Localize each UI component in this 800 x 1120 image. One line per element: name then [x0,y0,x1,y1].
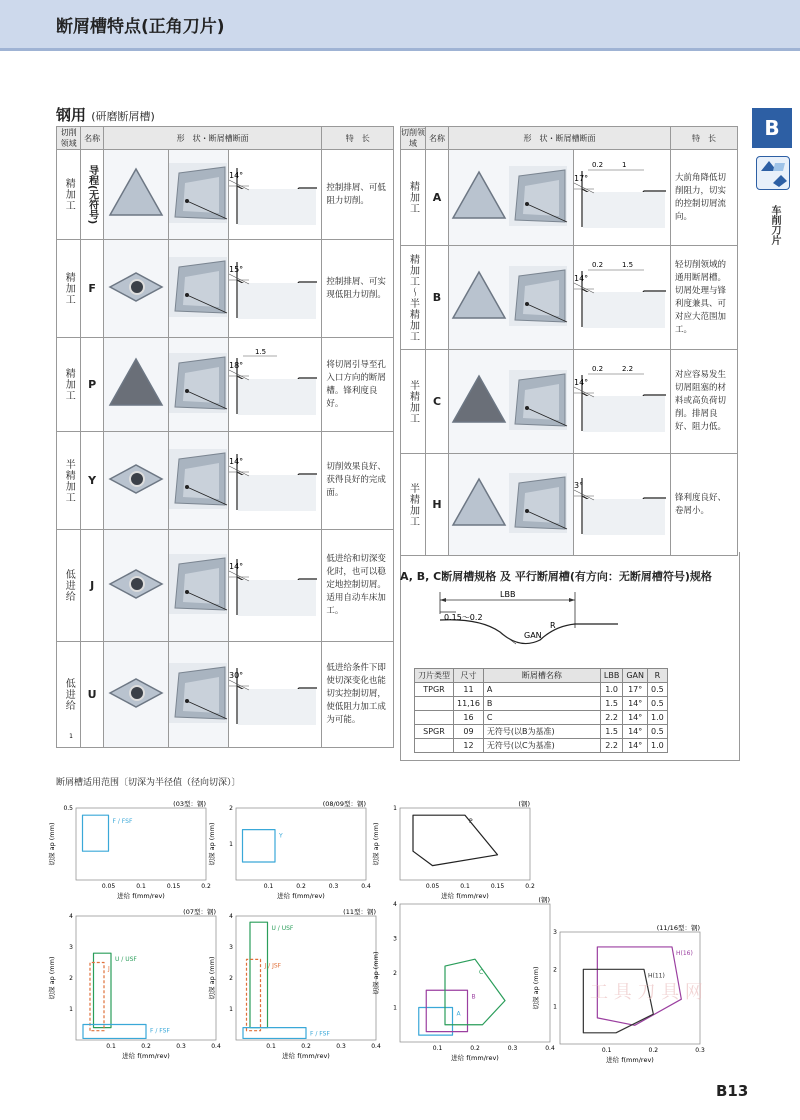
x-tick-label: 0.1 [460,883,470,890]
r-label: R [550,621,556,630]
insert-photo [106,663,166,723]
chipbreaker-name: P [81,338,104,432]
range-title: 断屑槽适用范围〔切深为半径值（径向切深）〕 [56,778,241,788]
y-tick-label: 1 [69,733,73,740]
feature-text: 控制排屑、可实现低阻力切削。 [322,240,394,338]
spec-cell-size: 16 [454,711,484,725]
closeup-cell [168,338,229,432]
closeup-cell [168,432,229,530]
x-tick-label: 0.2 [470,1045,480,1052]
left-chipbreaker-table [56,126,394,748]
x-tick-label: 0.05 [101,883,116,890]
feature-text: 低进给条件下即使切深变化也能切实控制切屑，使低阻力加工成为可能。 [322,642,394,748]
plot-frame [400,808,530,880]
spec-header: GAN [623,669,648,683]
chipbreaker-name: C [426,350,449,454]
insert-photo [449,266,509,326]
land-label: 0.2 [592,365,604,373]
width-label: 2.2 [622,365,634,373]
col-shape: 形 状・断屑槽断面 [449,127,671,150]
groove-profile-diagram [420,588,620,660]
insert-cell [449,150,574,246]
y-tick-label: 2 [393,970,397,977]
turning-insert-icon [756,156,790,190]
col-feature: 特 长 [671,127,738,150]
col-name: 名称 [426,127,449,150]
table-row [57,432,394,530]
series-label: H(11) [648,972,665,980]
table-row [57,530,394,642]
plot-frame [400,904,550,1042]
spec-cell-gan: 14° [623,725,648,739]
groove-section-diagram [574,161,670,231]
x-axis-label: 进给 f(mm/rev) [441,892,489,900]
spec-cell-gan: 14° [623,711,648,725]
range-region [90,963,104,1031]
series-label: F / FSF [112,818,133,826]
gan-label: GAN [524,631,542,640]
page-number: B13 [716,1082,749,1100]
spec-cell-gan: 14° [623,697,648,711]
col-name: 名称 [81,127,104,150]
table-row [401,246,738,350]
feature-text: 对应容易发生切屑阻塞的材料或高负荷切削。排屑良好、阻力低。 [671,350,738,454]
x-tick-label: 0.2 [525,883,535,890]
feature-text: 控制排屑、可低阻力切削。 [322,150,394,240]
section-title [56,104,155,125]
spec-cell-gan: 17° [623,683,648,697]
spec-header: R [648,669,668,683]
cutting-field: 精加工～半精加工 [401,246,426,350]
series-label: B [471,993,476,1001]
y-tick-label: 2 [229,975,233,982]
groove-section-diagram [229,549,321,619]
feature-text: 将切屑引导至孔入口方向的断屑槽。锋利度良好。 [322,338,394,432]
series-label: F / FSF [310,1030,330,1038]
watermark: 工 具 刀 具 网 [590,982,703,1003]
spec-cell-type [415,711,454,725]
cutting-field: 精加工 [57,150,81,240]
groove-section-diagram [229,348,321,418]
insert-cell [103,530,168,642]
insert-edge-closeup [509,266,567,326]
spec-cell-name: C [483,711,600,725]
plot-frame [76,808,206,880]
spec-row [415,697,668,711]
chart-title: (08/09型：钢) [322,800,366,808]
x-tick-label: 0.4 [545,1045,555,1052]
spec-cell-size: 09 [454,725,484,739]
spec-cell-lbb: 1.5 [600,697,622,711]
series-label: A [456,1010,461,1018]
spec-cell-r: 1.0 [648,739,668,753]
spec-cell-r: 1.0 [648,711,668,725]
y-tick-label: 3 [69,944,73,951]
cutting-field: 精加工 [57,240,81,338]
section-subtitle: (研磨断屑槽) [91,110,155,123]
section-cell [229,530,322,642]
groove-section-diagram [229,444,321,514]
x-tick-label: 0.1 [136,883,146,890]
rake-angle-label: 18° [229,361,244,370]
insert-photo [449,166,509,226]
side-category-label: 车削刀片 [769,205,780,245]
y-axis-label: 切深 ap (mm) [208,822,216,866]
insert-cell [449,246,574,350]
spec-header: 刀片类型 [415,669,454,683]
section-cell [229,240,322,338]
series-label: H(16) [676,949,693,957]
range-region [94,953,112,1027]
x-tick-label: 0.2 [648,1047,659,1054]
y-axis-label: 切深 ap (mm) [372,822,380,866]
insert-cell [103,432,168,530]
closeup-cell [168,530,229,642]
chart-title: (11型：钢) [343,908,376,916]
spec-header: LBB [600,669,622,683]
insert-photo [106,554,166,614]
series-label: U / USF [115,956,137,964]
section-cell [229,150,322,240]
width-label: 1 [622,161,627,169]
x-tick-label: 0.4 [361,883,371,890]
x-axis-label: 进给 f(mm/rev) [277,892,325,900]
y-tick-label: 4 [229,913,233,920]
y-tick-label: 2 [553,966,557,974]
groove-section-diagram [229,252,321,322]
chipbreaker-name: F [81,240,104,338]
chipbreaker-name: B [426,246,449,350]
insert-edge-closeup [509,473,567,533]
chipbreaker-name: U [81,642,104,748]
x-tick-label: 0.3 [507,1045,518,1052]
range-label: 0.15～0.2 [444,613,483,622]
feature-text: 锋利度良好、卷屑小。 [671,454,738,556]
series-label: J / JSF [264,962,282,970]
feature-text: 大前角降低切削阻力，切实的控制切屑流向。 [671,150,738,246]
y-tick-label: 1 [69,1006,73,1013]
series-label: U / USF [271,925,294,933]
col-shape: 形 状・断屑槽断面 [103,127,322,150]
chipbreaker-name: A [426,150,449,246]
x-axis-label: 进给 f(mm/rev) [282,1052,330,1060]
insert-photo [106,353,166,413]
spec-row [415,725,668,739]
x-tick-label: 0.1 [263,883,274,890]
rake-angle-label: 14° [574,378,589,387]
cutting-field: 半精加工 [401,454,426,556]
x-tick-label: 0.15 [490,883,505,890]
y-tick-label: 0.5 [63,805,73,812]
closeup-cell [168,150,229,240]
feature-text: 轻切削领域的通用断屑槽。切屑处理与锋利度兼具、可对应大范围加工。 [671,246,738,350]
y-tick-label: 2 [229,805,233,812]
insert-edge-closeup [509,166,567,226]
insert-cell [449,350,574,454]
groove-section-diagram [574,468,670,538]
y-tick-label: 1 [229,841,233,848]
table-row [57,338,394,432]
rake-angle-label: 14° [574,274,589,283]
lbb-label: LBB [500,590,516,599]
y-tick-label: 1 [553,1003,557,1011]
chart-title: (03型：钢) [173,800,206,808]
insert-cell [103,240,168,338]
spec-cell-r: 0.5 [648,725,668,739]
x-tick-label: 0.2 [141,1043,151,1050]
insert-photo [106,257,166,317]
y-tick-label: 1 [229,1006,233,1013]
x-tick-label: 0.1 [266,1043,276,1050]
chart-title: (钢) [518,800,530,808]
section-cell [574,246,671,350]
page-title: 断屑槽特点(正角刀片) [56,17,225,37]
section-cell [574,350,671,454]
closeup-cell [168,240,229,338]
land-label: 0.2 [592,261,604,269]
spec-cell-lbb: 2.2 [600,739,622,753]
spec-cell-type [415,739,454,753]
range-region [83,815,109,851]
cutting-field: 低进给 [57,642,81,748]
insert-photo [106,163,166,223]
y-tick-label: 2 [69,975,73,982]
y-tick-label: 1 [393,1004,397,1012]
y-axis-label: 切深 ap (mm) [48,956,56,1000]
x-tick-label: 0.15 [166,883,181,890]
range-region [83,1025,146,1039]
x-tick-label: 0.3 [336,1043,346,1050]
x-axis-label: 进给 f(mm/rev) [606,1056,654,1064]
y-tick-label: 1 [393,805,397,812]
y-tick-label: 4 [69,913,73,920]
range-region [445,959,505,1025]
groove-section-diagram [229,158,321,228]
y-tick-label: 3 [393,935,397,943]
insert-cell [103,338,168,432]
chipbreaker-name: 导程(无符号) [81,150,104,240]
spec-cell-size: 12 [454,739,484,753]
cutting-field: 精加工 [57,338,81,432]
col-field: 切削领域 [401,128,425,148]
spec-cell-name: A [483,683,600,697]
chipbreaker-name: H [426,454,449,556]
section-cell [229,432,322,530]
chart-title: (钢) [538,896,550,904]
spec-cell-name: B [483,697,600,711]
insert-edge-closeup [169,257,227,317]
table-row [401,454,738,556]
spec-row [415,711,668,725]
section-tab[interactable]: B [752,108,792,148]
y-axis-label: 切深 ap (mm) [48,822,56,866]
x-tick-label: 0.3 [176,1043,186,1050]
spec-row [415,683,668,697]
col-feature: 特 长 [322,127,394,150]
spec-header: 断屑槽名称 [483,669,600,683]
range-region [243,830,276,862]
spec-cell-lbb: 1.5 [600,725,622,739]
x-tick-label: 0.2 [301,1043,311,1050]
spec-cell-name: 无符号(以C为基准) [483,739,600,753]
x-axis-label: 进给 f(mm/rev) [117,892,165,900]
groove-section-diagram [574,261,670,331]
section-cell [574,454,671,556]
range-region [247,959,261,1030]
series-label: Y [279,832,283,840]
spec-header: 尺寸 [454,669,484,683]
col-field: 切削领域 [57,127,81,150]
y-axis-label: 切深 ap (mm) [208,956,216,1000]
rake-angle-label: 3° [574,481,584,490]
insert-edge-closeup [169,449,227,509]
spec-cell-name: 无符号(以B为基准) [483,725,600,739]
range-region [426,990,467,1031]
series-label: F / FSF [150,1027,170,1035]
plot-frame [76,916,216,1040]
x-tick-label: 0.3 [328,883,339,890]
spec-cell-r: 0.5 [648,697,668,711]
insert-edge-closeup [169,554,227,614]
x-tick-label: 0.2 [296,883,306,890]
insert-cell [103,642,168,748]
groove-section-diagram [574,365,670,435]
spec-row [415,739,668,753]
table-row [401,150,738,246]
table-row [57,642,394,748]
range-region [243,1028,306,1039]
section-title-main: 钢用 [56,106,87,124]
spec-cell-type [415,697,454,711]
spec-title: A, B, C断屑槽规格 及 平行断屑槽(有方向：无断屑槽符号)规格 [400,570,712,583]
y-axis-label: 切深 ap (mm) [372,951,380,995]
table-row [401,350,738,454]
spec-cell-size: 11 [454,683,484,697]
spec-cell-lbb: 2.2 [600,711,622,725]
cutting-field: 低进给 [57,530,81,642]
groove-section-diagram [229,658,321,728]
cutting-field: 半精加工 [401,350,426,454]
x-tick-label: 0.1 [601,1047,612,1054]
x-tick-label: 0.2 [201,883,211,890]
range-chart [206,906,386,1074]
cutting-field: 半精加工 [57,432,81,530]
section-cell [574,150,671,246]
insert-photo [449,370,509,430]
feature-text: 切削效果良好、获得良好的完成面。 [322,432,394,530]
insert-edge-closeup [169,663,227,723]
x-tick-label: 0.05 [425,883,440,890]
y-axis-label: 切深 ap (mm) [532,966,540,1010]
plot-frame [236,916,376,1040]
feature-text: 低进给和切深变化时，也可以稳定地控制切屑。适用自动车床加工。 [322,530,394,642]
x-tick-label: 0.1 [106,1043,116,1050]
closeup-cell [168,642,229,748]
land-label: 0.2 [592,161,604,169]
spec-cell-type: TPGR [415,683,454,697]
chipbreaker-name: J [81,530,104,642]
section-cell [229,338,322,432]
x-tick-label: 0.4 [211,1043,221,1050]
spec-cell-lbb: 1.0 [600,683,622,697]
range-region [419,1008,453,1036]
x-axis-label: 进给 f(mm/rev) [451,1054,499,1062]
x-tick-label: 0.3 [695,1047,705,1054]
rake-angle-label: 14° [229,457,244,466]
header-divider [0,48,800,51]
rake-angle-label: 14° [229,562,244,571]
rake-angle-label: 14° [229,171,244,180]
spec-cell-size: 11,16 [454,697,484,711]
insert-photo [106,449,166,509]
insert-cell [103,150,168,240]
header-bar [0,0,800,48]
width-label: 1.5 [622,261,634,269]
spec-table [414,668,668,753]
insert-edge-closeup [509,370,567,430]
cutting-field: 精加工 [401,150,426,246]
rake-angle-label: 15° [229,265,244,274]
section-cell [229,642,322,748]
x-tick-label: 0.4 [371,1043,381,1050]
range-region [250,922,268,1027]
rake-angle-label: 17° [574,174,589,183]
spec-cell-gan: 14° [623,739,648,753]
series-label: J [108,965,110,973]
y-tick-label: 4 [393,901,397,908]
insert-edge-closeup [169,353,227,413]
spec-cell-r: 0.5 [648,683,668,697]
range-chart [206,798,376,914]
x-tick-label: 0.1 [432,1045,443,1052]
range-chart [46,906,226,1074]
table-row [57,150,394,240]
y-tick-label: 3 [553,929,557,936]
rake-angle-label: 30° [229,671,244,680]
range-region [413,815,498,865]
chipbreaker-name: Y [81,432,104,530]
chart-title: (11/16型：钢) [656,924,700,932]
insert-cell [449,454,574,556]
y-tick-label: 3 [229,944,233,951]
right-chipbreaker-table [400,126,738,556]
series-label: P [469,818,473,826]
insert-photo [449,473,509,533]
plot-frame [236,808,366,880]
insert-edge-closeup [169,163,227,223]
spec-cell-type: SPGR [415,725,454,739]
table-row [57,240,394,338]
land-width-label: 1.5 [255,348,267,356]
chart-title: (07型：钢) [183,908,216,916]
series-label: C [479,969,484,977]
x-axis-label: 进给 f(mm/rev) [122,1052,170,1060]
